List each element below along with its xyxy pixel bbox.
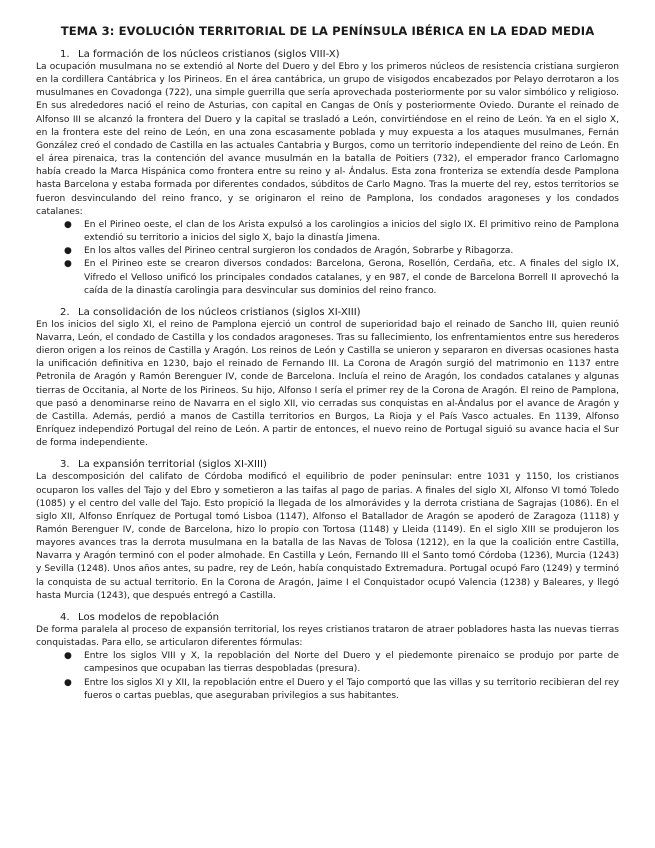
- section-number: 4.: [60, 611, 70, 623]
- list-item-text: En el Pirineo oeste, el clan de los Arista expulsó a los carolingios a inicios del siglo IX. El primitivo reino de Pamplona extendió su territorio a inicios del siglo X, bajo la dinastía Jimena.: [84, 219, 619, 244]
- section-2: [36, 306, 619, 451]
- section-title: La formación de los núcleos cristianos (siglos VIII-X): [78, 49, 340, 60]
- list-item: [60, 677, 619, 703]
- section-paragraph: La descomposición del califato de Córdoba modificó el equilibrio de poder peninsular: entre 1031 y 1150, los cristianos ocuparon los valles del Tajo y del Ebro y sometieron a las taifas al pago de parias. A finales del siglo XI, Alfonso VI tomó Toledo (1085) y el centro del valle del Tajo. Esto propició la llegada de los almorávides y la derrota cristiana de Sagrajas (1086). En el siglo XII, Alfonso Enríquez de Portugal tomó Lisboa (1147), Alfonso el Batallador de Aragón se apoderó de Zaragoza (1118) y Ramón Berenguer IV, conde de Barcelona, hizo lo propio con Tortosa (1148) y Lleida (1149). En el siglo XIII se produjeron los mayores avances tras la derrota musulmana en la batalla de las Navas de Tolosa (1212), en la que la coalición entre Castilla, Navarra y Aragón terminó con el poder almohade. En Castilla y León, Fernando III el Santo tomó Córdoba (1236), Murcia (1243) y Sevilla (1248). Unos años antes, su padre, rey de León, había conquistado Extremadura. Portugal ocupó Faro (1249) y terminó la conquista de su actual territorio. En la Corona de Aragón, Jaime I el Conquistador ocupó Valencia (1238) y Baleares, y llegó hasta Murcia (1243), que después entregó a Castilla.: [36, 472, 619, 601]
- spacer: [36, 298, 619, 306]
- list-item-text: Entre los siglos VIII y X, la repoblación del Norte del Duero y el piedemonte pirenaico se produjo por parte de campesinos que ocupaban las tierras despobladas (presura).: [84, 651, 619, 675]
- spacer: [36, 450, 619, 458]
- section-paragraph: En los inicios del siglo XI, el reino de Pamplona ejerció un control de superioridad bajo el reinado de Sancho III, quien reunió Navarra, León, el condado de Castilla y los condados aragoneses. Tras su fallecimiento, los enfrentamientos entre sus herederos dieron origen a los reinos de Castilla y Aragón. Los reinos de León y Castilla se unieron y separaron en diversas ocasiones hasta la unificación definitiva en 1230, bajo el reinado de Fernando III. La Corona de Aragón surgió del matrimonio en 1137 entre Petronila de Aragón y Ramón Berenguer IV, conde de Barcelona. Incluía el reino de Aragón, los condados catalanes y algunas tierras de Occitania, al Norte de los Pirineos. Su hijo, Alfonso I sería el primer rey de la Corona de Aragón. El reino de Pamplona, que pasó a denominarse reino de Navarra en el siglo XII, vio cerradas sus conquistas en al-Ándalus por el avance de Aragón y de Castilla. Además, perdió a manos de Castilla territorios en Burgos, La Rioja y el País Vasco actuales. En 1139, Alfonso Enríquez independizó Portugal del reino de León. A partir de entonces, el nuevo reino de Portugal siguió su avance hacia el Sur de forma independiente.: [36, 319, 619, 449]
- bullet-dot-icon: ●: [64, 651, 72, 662]
- list-item: [60, 219, 619, 245]
- section-4: [36, 611, 619, 703]
- section-1: [36, 48, 619, 298]
- section-heading: [36, 48, 619, 61]
- section-paragraph: La ocupación musulmana no se extendió al Norte del Duero y del Ebro y los primeros núcleos de resistencia cristiana surgieron en la cordillera Cantábrica y los Pirineos. En el área cantábrica, un grupo de visigodos encabezados por Pelayo derrotaron a los musulmanes en Covadonga (722), una simple guerrilla que sería aprovechada posteriormente por su valor simbólico y religioso. En sus alrededores nació el reino de Asturias, con capital en Cangas de Onís y posteriormente Oviedo. Durante el reinado de Alfonso III se alcanzó la frontera del Duero y la capital se trasladó a León, convirtiéndose en el reino de León. Ya en el siglo X, en la frontera este del reino de León, en una zona escasamente poblada y muy expuesta a los ataques musulmanes, Fernán González creó el condado de Castilla en las actuales Cantabria y Burgos, como un territorio independiente del reino de León. En el área pirenaica, tras la contención del avance musulmán en la batalla de Poitiers (732), el emperador franco Carlomagno había creado la Marca Hispánica como frontera entre su reino y al- Ándalus. Esta zona fronteriza se extendía desde Pamplona hasta Barcelona y estaba formada por diferentes condados, súbditos de Carlo Magno. Tras la muerte del rey, estos territorios se fueron desvinculando del reino franco, y se originaron el reino de Pamplona, los condados aragoneses y los condados catalanes:: [36, 62, 619, 217]
- section-heading: [36, 611, 619, 624]
- section-heading: [36, 306, 619, 319]
- bullet-dot-icon: ●: [64, 219, 72, 230]
- bullet-dot-icon: ●: [64, 246, 72, 257]
- list-item-text: En el Pirineo este se crearon diversos condados: Barcelona, Gerona, Rosellón, Cerdaña, etc. A finales del siglo IX, Vifredo el Velloso unificó los principales condados catalanes, y en 987, el conde de Barcelona Borrell II aprovechó la caída de la dinastía carolingia para desvincular sus dominios del reino franco.: [84, 259, 619, 296]
- document-title: TEMA 3: EVOLUCIÓN TERRITORIAL DE LA PENÍNSULA IBÉRICA EN LA EDAD MEDIA: [60, 24, 595, 38]
- section-number: 2.: [60, 306, 70, 318]
- spacer: [36, 603, 619, 611]
- section-number: 1.: [60, 49, 70, 60]
- list-item: [60, 650, 619, 676]
- section-3: [36, 458, 619, 603]
- section-heading: [36, 458, 619, 471]
- list-item-text: Entre los siglos XI y XII, la repoblación entre el Duero y el Tajo comportó que las villas y su territorio recibieran del rey fueros o cartas pueblas, que aseguraban privilegios a sus habitantes.: [84, 677, 619, 701]
- list-item: [60, 245, 619, 258]
- bullet-dot-icon: ●: [64, 259, 72, 270]
- section-number: 3.: [60, 459, 70, 471]
- section-title: Los modelos de repoblación: [78, 611, 220, 623]
- bullet-dot-icon: ●: [64, 677, 72, 688]
- list-item-text: En los altos valles del Pirineo central surgieron los condados de Aragón, Sobrarbe y Ribagorza.: [84, 246, 514, 257]
- section-title: La expansión territorial (siglos XI-XIII): [78, 459, 267, 471]
- section-title: La consolidación de los núcleos cristianos (siglos XI-XIII): [78, 306, 361, 318]
- bullet-list: [36, 650, 619, 703]
- section-paragraph: De forma paralela al proceso de expansión territorial, los reyes cristianos trataron de atraer pobladores hasta las nuevas tierras conquistadas. Para ello, se articularon diferentes fórmulas:: [36, 624, 619, 649]
- list-item: [60, 258, 619, 297]
- bullet-list: [36, 219, 619, 298]
